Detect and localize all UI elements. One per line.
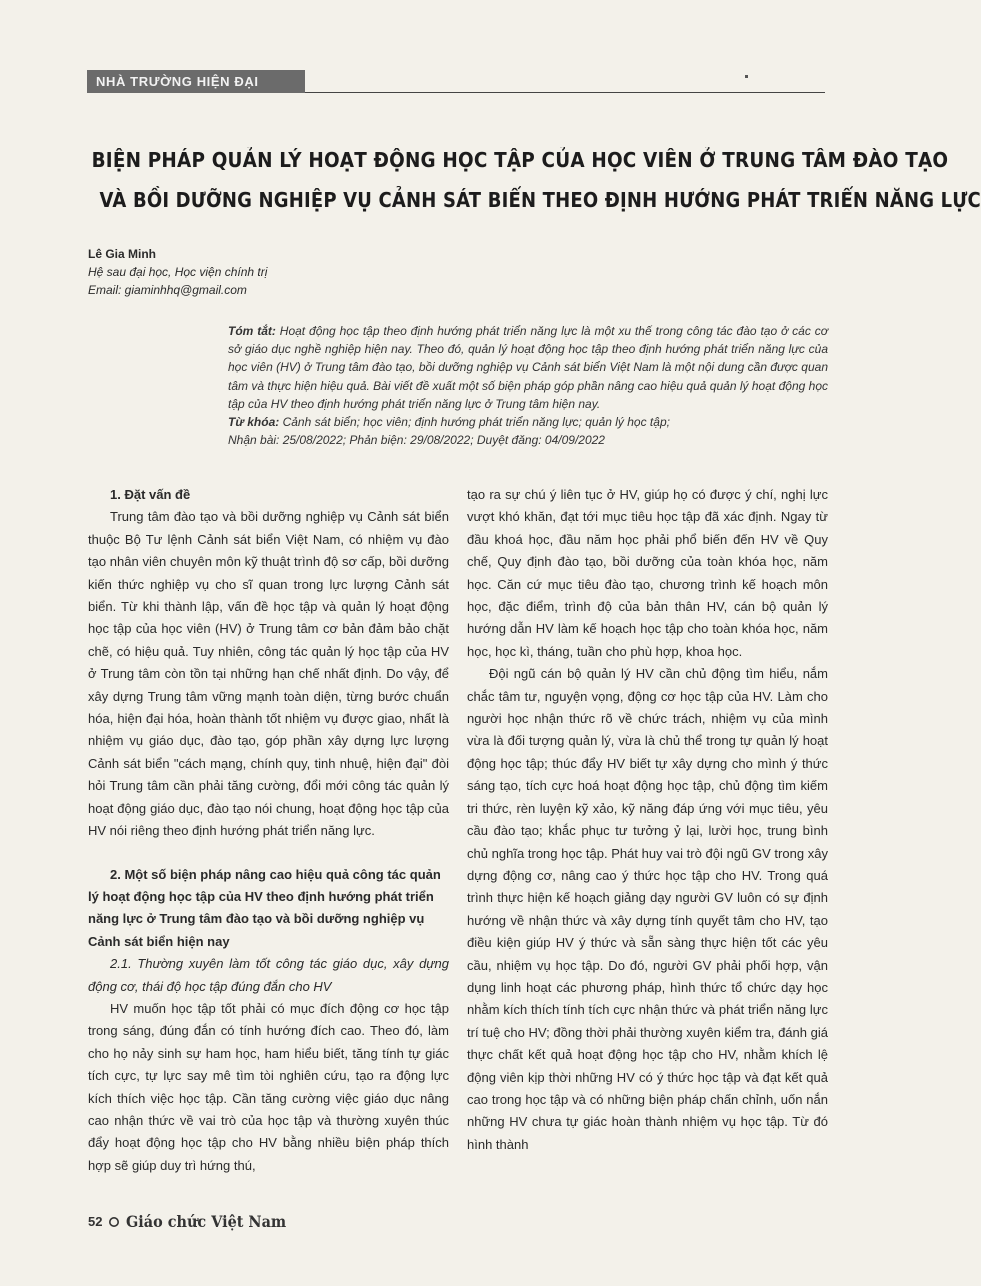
- abstract-block: [228, 322, 828, 449]
- section-2-1-paragraph: HV muốn học tập tốt phải có mục đích động cơ học tập trong sáng, đúng đắn có tính hướng đích cao. Theo đó, làm cho họ nảy sinh sự ham học, ham hiểu biết, tăng tính tự giác tích cực, tự lực say mê tìm tòi nghiên cứu, tạo ra động lực kích thích việc học tập. Cần tăng cường việc giáo dục nâng cao nhận thức về vai trò của học tập và thường xuyên thúc đẩy hoạt động học tập cho HV bằng nhiều biện pháp thích hợp sẽ giúp duy trì hứng thú,: [88, 1000, 449, 1173]
- header-rule: [305, 92, 825, 93]
- article-title: [60, 140, 981, 220]
- right-paragraph-2: Đội ngũ cán bộ quản lý HV cần chủ động tìm hiểu, nắm chắc tâm tư, nguyện vọng, động cơ học tập của HV. Làm cho người học nhận thức rõ về chức trách, nhiệm vụ của mình vừa là đối tượng quản lý, vừa là chủ thể trong tự quản lý hoạt động học tập; thúc đẩy HV biết tự xây dựng cho mình ý thức sáng tạo, tích cực hoá hoạt động học tập, chủ động tìm kiếm tri thức, rèn luyện kỹ xảo, kỹ năng đáp ứng với mục tiêu, yêu cầu đào tạo; khắc phục tư tưởng ỷ lại, lười học, trung bình chủ nghĩa trong học tập. Phát huy vai trò đội ngũ GV trong xây dựng động cơ, nâng cao ý thức học tập cho HV. Trong quá trình thực hiện kế hoạch giảng dạy người GV luôn có sự định hướng về nhận thức và xây dựng tính quyết tâm cho HV, tạo điều kiện giúp HV ý thức và sẵn sàng thực hiện tốt các yêu cầu, nhiệm vụ học tập. Do đó, người GV phải phối hợp, vận dụng linh hoạt các phương pháp, hình thức tổ chức dạy học nhằm kích thích tính tích cực nhận thức và phát triển năng lực trí tuệ cho HV; đồng thời phải thường xuyên kiểm tra, đánh giá thực chất kết quả hoạt động học tập cho HV, nhằm khích lệ động viên kịp thời những HV có ý thức học tập và đạt kết quả cao trong học tập và có những biện pháp chấn chỉnh, uốn nắn những HV chưa tự giác hoàn thành nhiệm vụ học tập. Từ đó hình thành: [467, 666, 828, 1152]
- header-mark: [745, 75, 748, 78]
- section-tag: NHÀ TRƯỜNG HIỆN ĐẠI: [87, 70, 305, 93]
- author-block: [88, 245, 267, 299]
- right-paragraph-1: tạo ra sự chú ý liên tục ở HV, giúp họ có được ý chí, nghị lực vượt khó khăn, đạt tới mục tiêu học tập đã xác định. Ngay từ đầu khoá học, đầu năm học phải phổ biến đến HV về Quy chế, Quy định đào tạo, bồi dưỡng của toàn khóa học, năm học. Căn cứ mục tiêu đào tạo, chương trình kế hoạch môn học, đặc điểm, trình độ của bản thân HV, cán bộ quản lý hướng dẫn HV làm kế hoạch học tập cho toàn khóa học, năm học, học kì, tháng, tuần cho phù hợp, khoa học.: [467, 487, 828, 659]
- section-2-1-heading: 2.1. Thường xuyên làm tốt công tác giáo dục, xây dựng động cơ, thái độ học tập đúng đắn cho HV: [88, 956, 449, 994]
- title-line-2: VÀ BỒI DƯỠNG NGHIỆP VỤ CẢNH SÁT BIỂN THEO ĐỊNH HƯỚNG PHÁT TRIỂN NĂNG LỰC: [99, 188, 981, 212]
- abstract-text: Hoạt động học tập theo định hướng phát triển năng lực là một xu thế trong công tác đào tạo ở các cơ sở giáo dục nghề nghiệp hiện nay. Theo đó, quản lý hoạt động học tập theo định hướng phát triển năng lực của học viên (HV) ở Trung tâm đào tạo, bồi dưỡng nghiệp vụ Cảnh sát biển Việt Nam là một nội dung cần được quan tâm và thực hiện hiệu quả. Bài viết đề xuất một số biện pháp góp phần nâng cao hiệu quả quản lý hoạt động học tập của HV theo định hướng phát triển năng lực ở Trung tâm hiện nay.: [228, 324, 829, 411]
- title-line-1: BIỆN PHÁP QUẢN LÝ HOẠT ĐỘNG HỌC TẬP CỦA HỌC VIÊN Ở TRUNG TÂM ĐÀO TẠO: [91, 148, 949, 172]
- author-email: Email: giaminhhq@gmail.com: [88, 283, 247, 297]
- section-2-heading: 2. Một số biện pháp nâng cao hiệu quả công tác quản lý hoạt động học tập của HV theo định hướng phát triển năng lực ở Trung tâm đào tạo và bồi dưỡng nghiệp vụ Cảnh sát biển hiện nay: [88, 866, 441, 949]
- body-column-left: [88, 484, 449, 1177]
- section-1-heading: 1. Đặt vấn đề: [110, 487, 191, 502]
- keywords-label: Từ khóa:: [228, 415, 280, 430]
- keywords-text: Cảnh sát biển; học viên; định hướng phát triển năng lực; quản lý học tập;: [279, 415, 670, 430]
- author-affiliation: Hệ sau đại học, Học viện chính trị: [88, 265, 268, 279]
- article-dates: Nhận bài: 25/08/2022; Phản biện: 29/08/2022; Duyệt đăng: 04/09/2022: [228, 433, 605, 448]
- page-footer: [88, 1212, 304, 1231]
- body-column-right: [467, 484, 828, 1156]
- section-1-paragraph: Trung tâm đào tạo và bồi dưỡng nghiệp vụ Cảnh sát biển thuộc Bộ Tư lệnh Cảnh sát biển Việt Nam, có nhiệm vụ đào tạo nhân viên chuyên môn kỹ thuật trình độ sơ cấp, bồi dưỡng kiến thức nghiệp vụ cho sĩ quan trong lực lượng Cảnh sát biển. Từ khi thành lập, vấn đề học tập và quản lý hoạt động học tập của học viên (HV) ở Trung tâm cơ bản đảm bảo chặt chẽ, có hiệu quả. Tuy nhiên, công tác quản lý học tập của HV ở Trung tâm còn tồn tại những hạn chế nhất định. Do vậy, để xây dựng Trung tâm vững mạnh toàn diện, từng bước chuẩn hóa, hiện đại hóa, hoàn thành tốt nhiệm vụ được giao, nhất là nhiệm vụ giáo dục, đào tạo, góp phần xây dựng lực lượng Cảnh sát biển "cách mạng, chính quy, tinh nhuệ, hiện đại" đòi hỏi Trung tâm cần phải tăng cường, đổi mới công tác quản lý hoạt động giáo dục, đào tạo nói chung, hoạt động học tập của HV nói riêng theo định hướng phát triển năng lực.: [88, 509, 449, 839]
- keywords: [228, 413, 828, 431]
- page-number: 52: [88, 1214, 103, 1229]
- abstract-summary: [228, 322, 828, 413]
- abstract-label: Tóm tắt:: [228, 324, 276, 338]
- author-name: Lê Gia Minh: [88, 247, 157, 261]
- journal-name: Giáo chức Việt Nam: [126, 1212, 287, 1231]
- journal-logo-icon: [108, 1216, 120, 1228]
